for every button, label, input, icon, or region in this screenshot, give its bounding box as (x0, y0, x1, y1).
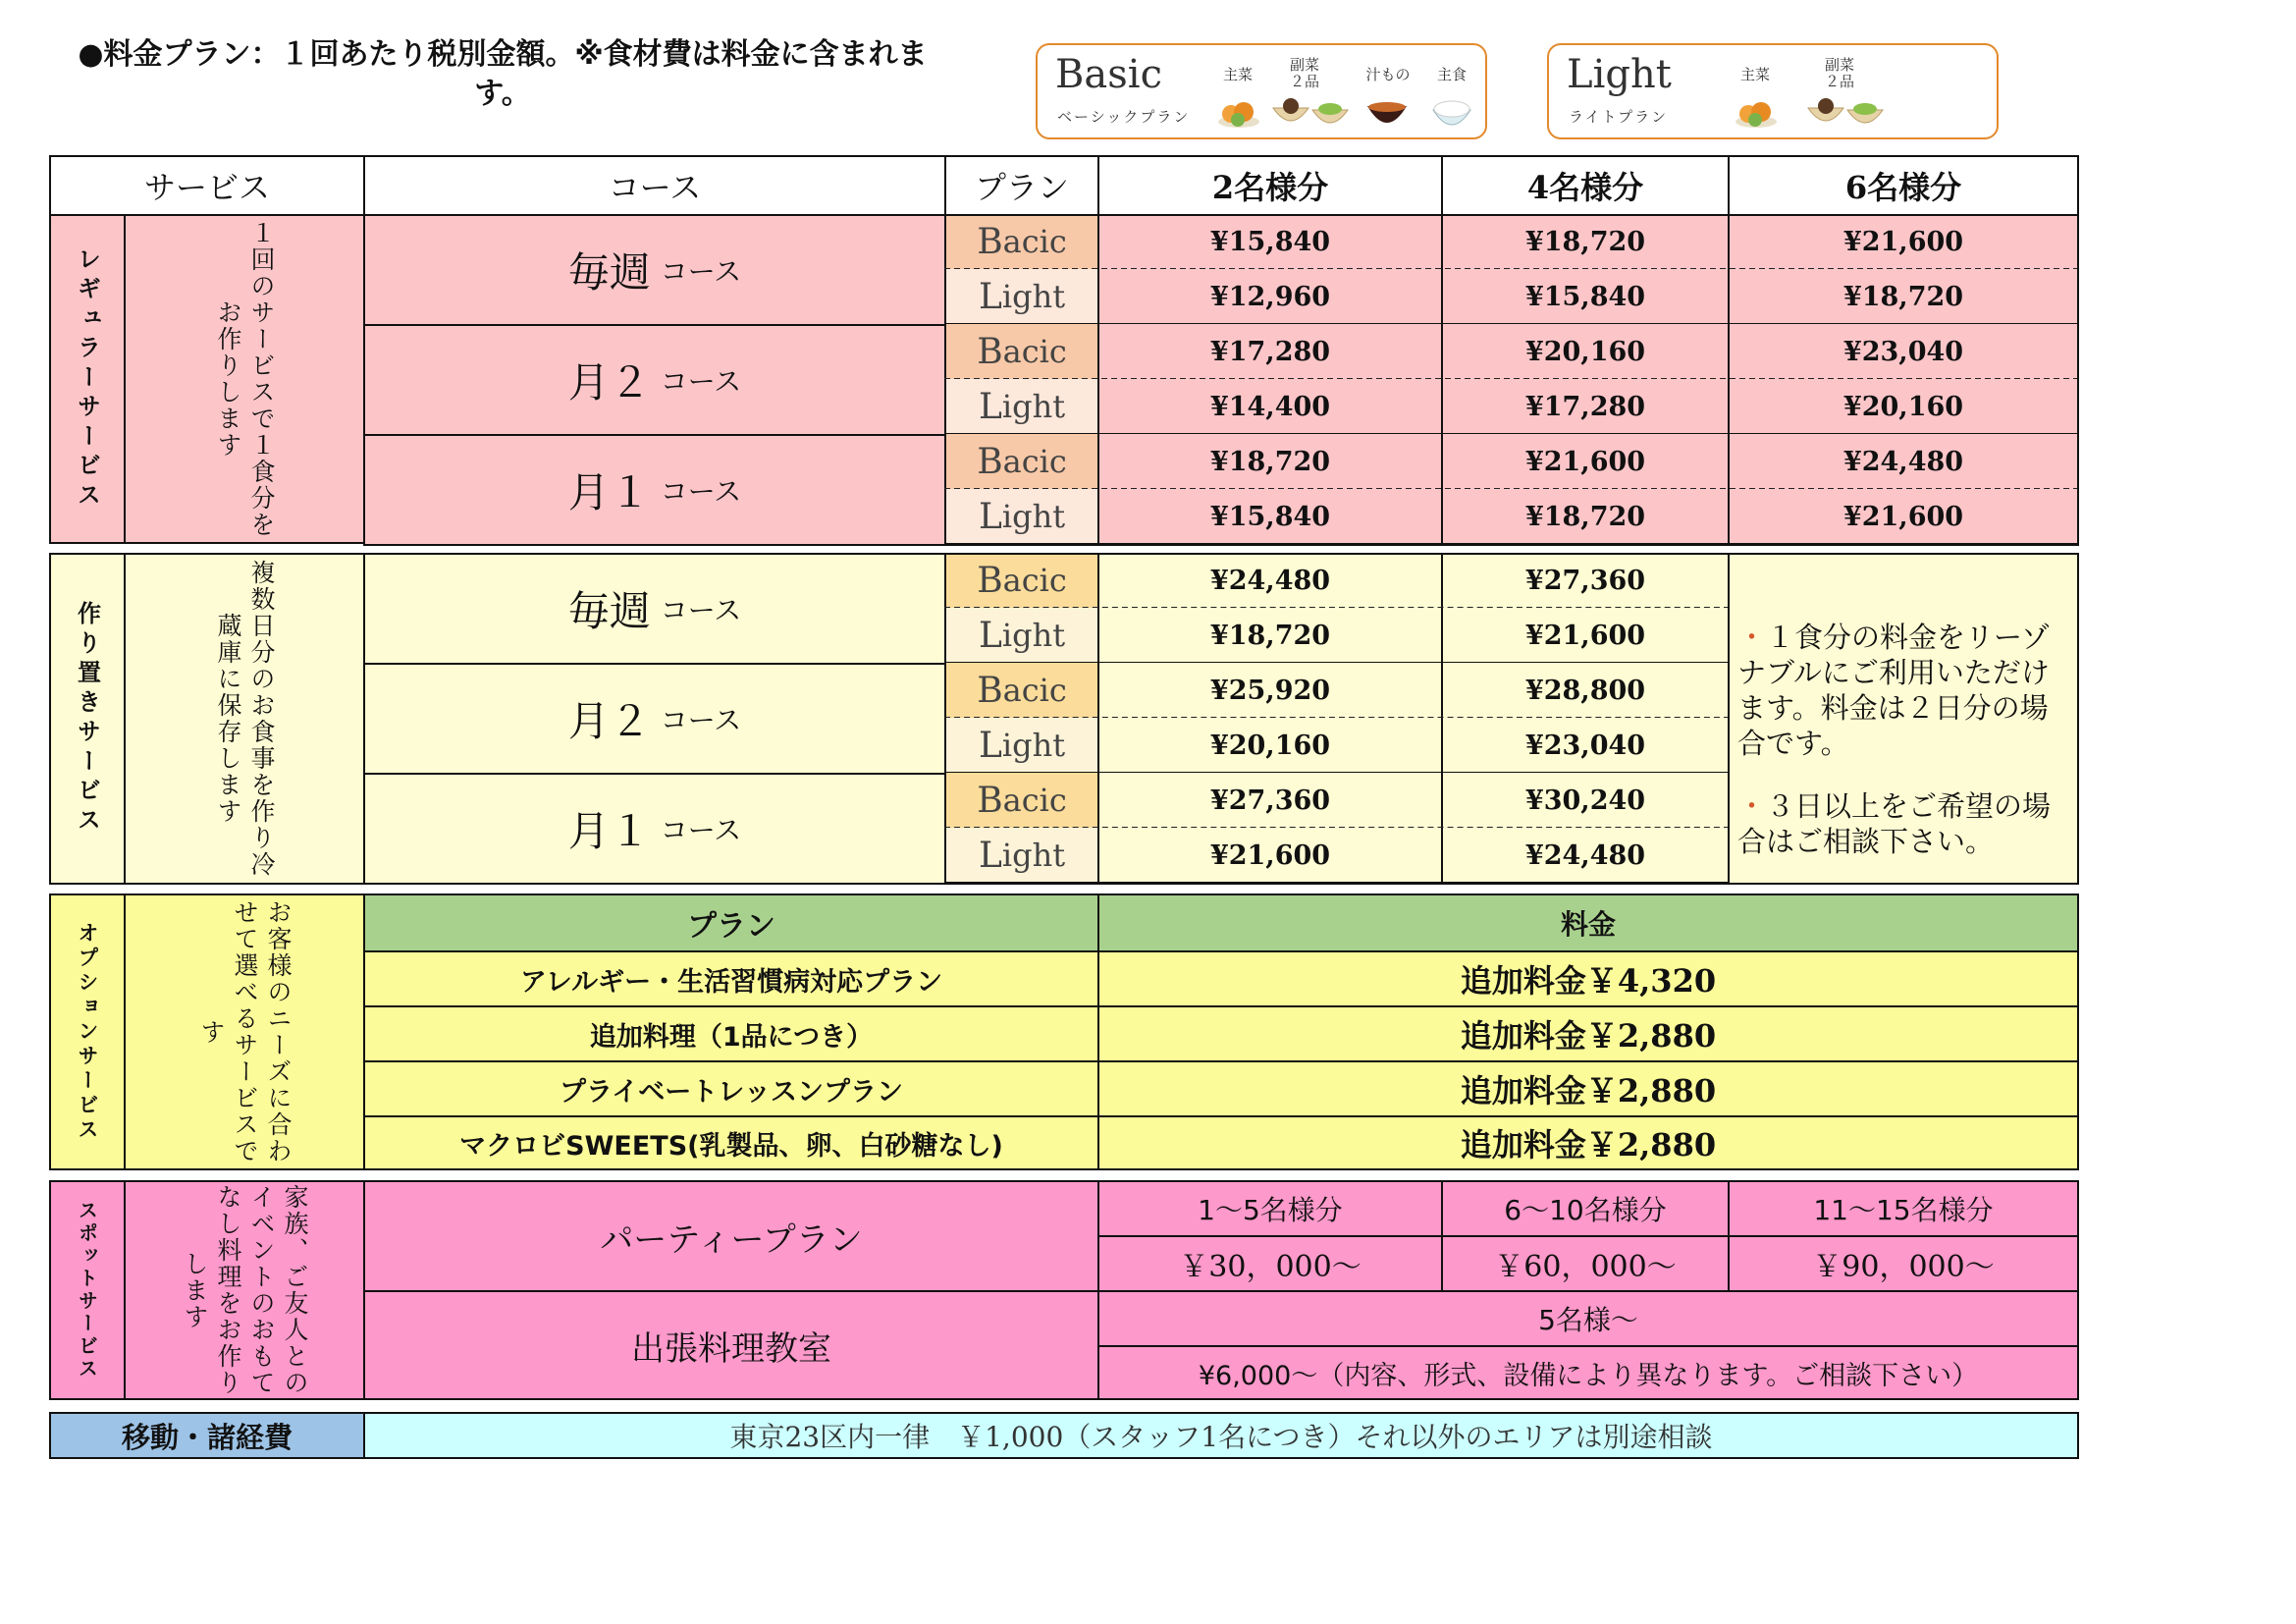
price-cell: ¥17,280 (1097, 324, 1443, 379)
option-plan-fee: 追加料金￥2,880 (1097, 1005, 2079, 1062)
price-cell: ¥23,040 (1728, 324, 2079, 379)
plan-rest: ight (1001, 617, 1066, 654)
plan-rest: ight (1001, 388, 1066, 425)
plan-light (944, 379, 1099, 434)
price-cell: ¥18,720 (1441, 489, 1730, 544)
price-cell: ¥15,840 (1441, 269, 1730, 324)
plan-initial: B (977, 441, 1003, 482)
price-cell: ¥25,920 (1097, 663, 1443, 718)
party-col-3: 11～15名様分 (1728, 1180, 2079, 1237)
plan-initial: B (977, 560, 1003, 601)
option-plan-fee: 追加料金￥2,880 (1097, 1115, 2079, 1170)
legend-basic-item-staple: 主食 (1436, 66, 1467, 83)
option-plan-name: アレルギー・生活習慣病対応プラン (363, 950, 1099, 1007)
price-cell: ¥21,600 (1097, 828, 1443, 883)
price-cell: ¥17,280 (1441, 379, 1730, 434)
plan-initial: L (978, 835, 1002, 876)
plan-rest: ight (1001, 498, 1066, 535)
header-4-people: 4名様分 (1441, 155, 1730, 216)
course-cell (363, 434, 946, 546)
plan-rest: ight (1001, 278, 1066, 315)
plan-rest: acic (1002, 672, 1067, 709)
price-cell: ¥21,600 (1441, 608, 1730, 663)
legend-basic-item-soup: 汁もの (1365, 66, 1411, 83)
option-service-name: オプションサービス (49, 893, 126, 1170)
party-col-1: 1～5名様分 (1097, 1180, 1443, 1237)
legend-light-item-main: 主菜 (1739, 66, 1770, 83)
spot-service-desc: 家族、ご友人とのイベントのおもてなし料理をお作りします (124, 1180, 365, 1400)
price-cell: ¥27,360 (1097, 773, 1443, 828)
premade-note-1: ・１食分の料金をリーゾナブルにご利用いただけます。料金は２日分の場合です。 (1737, 621, 2050, 760)
legend-basic-subtitle: ベーシックプラン (1057, 108, 1191, 126)
party-price-2: ￥60，000～ (1441, 1235, 1730, 1292)
option-service-desc: お客様のニーズに合わせて選べるサービスです (124, 893, 365, 1170)
soup-icon (1365, 96, 1409, 132)
course-cell (363, 553, 946, 665)
plan-rest: ight (1001, 837, 1066, 874)
party-plan-name: パーティープラン (363, 1180, 1099, 1292)
plan-rest: acic (1002, 443, 1067, 480)
price-cell: ¥21,600 (1441, 434, 1730, 489)
plan-initial: B (977, 670, 1003, 711)
price-cell: ¥28,800 (1441, 663, 1730, 718)
price-cell: ¥24,480 (1097, 553, 1443, 608)
price-cell: ¥18,720 (1728, 269, 2079, 324)
option-plan-fee: 追加料金￥4,320 (1097, 950, 2079, 1007)
party-price-3: ￥90，000～ (1728, 1235, 2079, 1292)
price-cell: ¥21,600 (1728, 214, 2079, 269)
course-name: 月１ (567, 468, 651, 516)
plan-rest: acic (1002, 333, 1067, 370)
row-divider (944, 543, 2079, 545)
regular-service-name: レギュラーサービス (49, 214, 126, 544)
course-cell (363, 324, 946, 436)
spot-service-name: スポットサービス (49, 1180, 126, 1400)
price-cell: ¥21,600 (1728, 489, 2079, 544)
price-cell: ¥18,720 (1097, 608, 1443, 663)
travel-label: 移動・諸経費 (49, 1412, 365, 1459)
side-dish-icon (1806, 94, 1885, 132)
plan-initial: L (978, 386, 1002, 427)
option-header-fee: 料金 (1097, 893, 2079, 952)
course-name: 月２ (567, 697, 651, 745)
course-suffix: コース (660, 365, 742, 398)
plan-light (944, 828, 1099, 883)
course-name: 月２ (567, 358, 651, 406)
price-cell: ¥23,040 (1441, 718, 1730, 773)
plan-light (944, 489, 1099, 544)
plan-initial: L (978, 725, 1002, 766)
legend-light-item-side: 副菜 ２品 (1824, 56, 1854, 90)
cooking-class-people: 5名様～ (1097, 1290, 2079, 1347)
option-plan-name: 追加料理（1品につき） (363, 1005, 1099, 1062)
plan-light (944, 608, 1099, 663)
bullet: ・ (1737, 621, 1767, 654)
price-cell: ¥15,840 (1097, 489, 1443, 544)
plan-initial: L (978, 496, 1002, 537)
course-suffix: コース (660, 475, 742, 508)
price-cell: ¥24,480 (1728, 434, 2079, 489)
party-price-1: ￥30，000～ (1097, 1235, 1443, 1292)
premade-service-desc: 複数日分のお食事を作り冷蔵庫に保存します (124, 553, 365, 885)
course-suffix: コース (660, 704, 742, 736)
price-cell: ¥20,160 (1097, 718, 1443, 773)
price-cell: ¥12,960 (1097, 269, 1443, 324)
course-name: 毎週 (567, 587, 651, 635)
premade-note (1728, 553, 2079, 885)
header-6-people: 6名様分 (1728, 155, 2079, 216)
plan-basic (944, 773, 1099, 828)
rice-icon (1430, 96, 1473, 132)
bullet: ・ (1737, 789, 1767, 823)
price-cell: ¥27,360 (1441, 553, 1730, 608)
side-dish-icon (1271, 94, 1350, 132)
option-header-plan: プラン (363, 893, 1099, 952)
travel-text: 東京23区内一律 ￥1,000（スタッフ1名につき）それ以外のエリアは別途相談 (363, 1412, 2079, 1459)
course-cell (363, 214, 946, 326)
premade-note-2: ・３日以上をご希望の場合はご相談下さい。 (1737, 789, 2052, 858)
premade-service-name: 作り置きサービス (49, 553, 126, 885)
plan-initial: L (978, 615, 1002, 656)
price-cell: ¥14,400 (1097, 379, 1443, 434)
course-suffix: コース (660, 594, 742, 626)
price-cell: ¥20,160 (1441, 324, 1730, 379)
plan-rest: acic (1002, 223, 1067, 260)
course-cell (363, 663, 946, 775)
legend-basic-item-main: 主菜 (1222, 66, 1253, 83)
cooking-class-name: 出張料理教室 (363, 1290, 1099, 1400)
legend-light-subtitle: ライトプラン (1569, 108, 1669, 126)
legend-basic-item-side: 副菜 ２品 (1289, 56, 1319, 90)
plan-basic (944, 214, 1099, 269)
course-name: 毎週 (567, 248, 651, 297)
plan-rest: ight (1001, 727, 1066, 764)
legend-basic-title: Basic (1055, 52, 1162, 97)
course-cell (363, 773, 946, 885)
option-plan-name: マクロビSWEETS(乳製品、卵、白砂糖なし) (363, 1115, 1099, 1170)
option-plan-name: プライベートレッスンプラン (363, 1060, 1099, 1117)
legend-light-title: Light (1567, 52, 1672, 97)
header-course: コース (363, 155, 946, 216)
plan-initial: L (978, 276, 1002, 317)
price-cell: ¥20,160 (1728, 379, 2079, 434)
plan-light (944, 269, 1099, 324)
price-cell: ¥30,240 (1441, 773, 1730, 828)
plan-light (944, 718, 1099, 773)
cooking-class-price: ¥6,000～（内容、形式、設備により異なります。ご相談下さい） (1097, 1345, 2079, 1400)
plan-basic (944, 663, 1099, 718)
legend-light (1547, 43, 1999, 139)
plan-rest: acic (1002, 562, 1067, 599)
course-suffix: コース (660, 814, 742, 846)
option-plan-fee: 追加料金￥2,880 (1097, 1060, 2079, 1117)
course-suffix: コース (660, 255, 742, 288)
header-2-people: 2名様分 (1097, 155, 1443, 216)
header-service: サービス (49, 155, 365, 216)
row-divider (944, 882, 1730, 884)
plan-basic (944, 553, 1099, 608)
party-col-2: 6～10名様分 (1441, 1180, 1730, 1237)
course-name: 月１ (567, 807, 651, 855)
header-plan: プラン (944, 155, 1099, 216)
main-dish-icon (1216, 94, 1261, 130)
plan-initial: B (977, 780, 1003, 821)
regular-service-desc: １回のサービスで１食分をお作りします (124, 214, 365, 544)
plan-basic (944, 324, 1099, 379)
plan-initial: B (977, 221, 1003, 262)
price-cell: ¥15,840 (1097, 214, 1443, 269)
plan-initial: B (977, 331, 1003, 372)
plan-basic (944, 434, 1099, 489)
price-cell: ¥24,480 (1441, 828, 1730, 883)
page-title: ●料金プラン：１回あたり税別金額。※食材費は料金に含まれます。 (78, 37, 928, 111)
price-cell: ¥18,720 (1441, 214, 1730, 269)
legend-basic (1036, 43, 1487, 139)
main-dish-icon (1734, 94, 1779, 130)
price-cell: ¥18,720 (1097, 434, 1443, 489)
plan-rest: acic (1002, 782, 1067, 819)
